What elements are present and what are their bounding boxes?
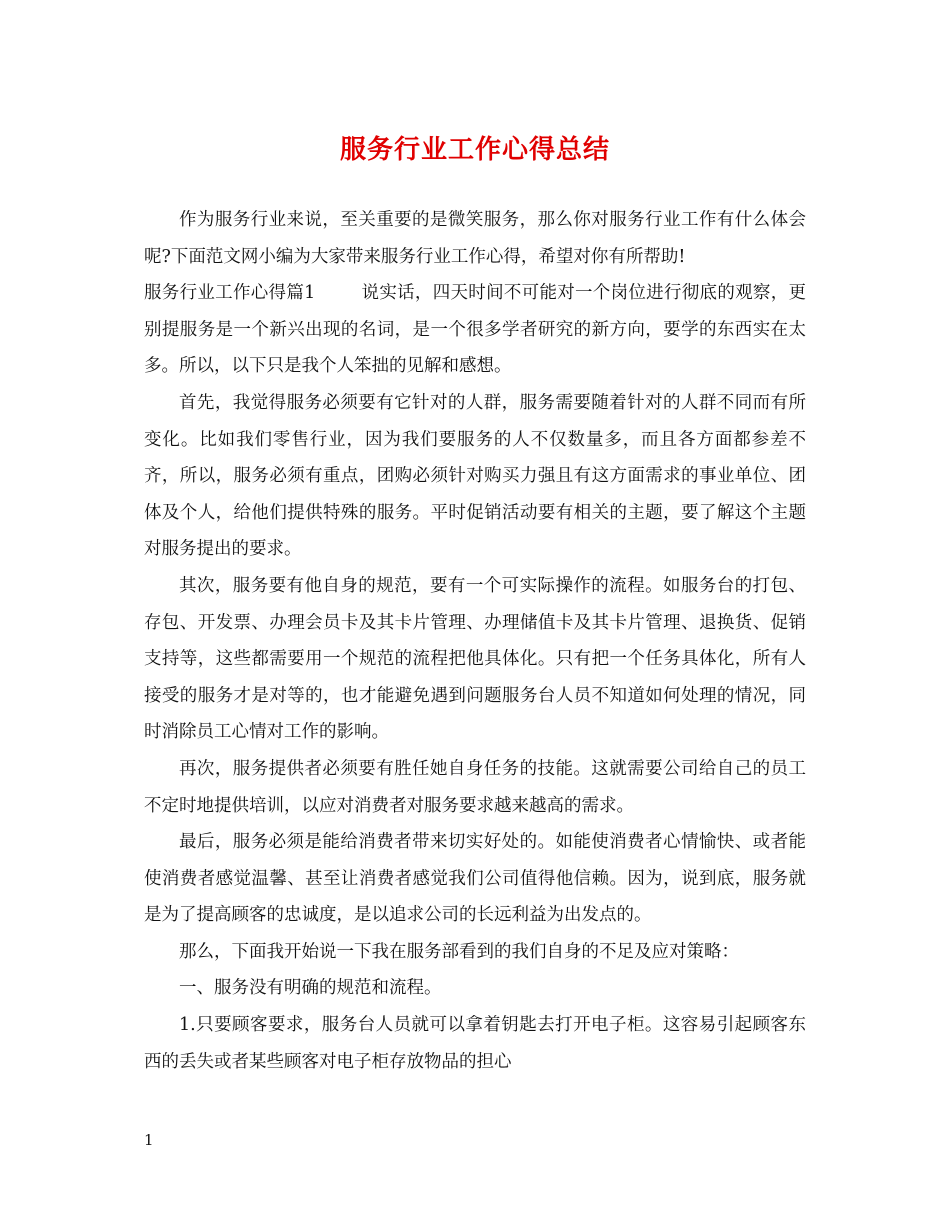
paragraph-first: 首先，我觉得服务必须要有它针对的人群，服务需要随着针对的人群不同而有所变化。比如我们零售行业，因为我们要服务的人不仅数量多，而且各方面都参差不齐，所以，服务必须有重点，团购必须针对购买力强且有这方面需求的事业单位、团体及个人，给他们提供特殊的服务。平时促销活动要有相关的主题，要了解这个主题对服务提出的要求。: [144, 392, 806, 560]
section-heading: 服务行业工作心得篇1: [144, 283, 316, 304]
paragraph-point-one: 一、服务没有明确的规范和流程。: [179, 978, 442, 999]
document-body: [144, 202, 806, 1080]
paragraph-third: 再次，服务提供者必须要有胜任她自身任务的技能。这就需要公司给自己的员工不定时地提供培训，以应对消费者对服务要求越来越高的需求。: [144, 758, 806, 816]
paragraph-intro: 作为服务行业来说，至关重要的是微笑服务，那么你对服务行业工作有什么体会呢?下面范文网小编为大家带来服务行业工作心得，希望对你有所帮助!: [144, 210, 806, 267]
section-opening-text: 说实话，四天时间不可能对一个岗位进行彻底的观察，更别提服务是一个新兴出现的名词，是一个很多学者研究的新方向，要学的东西实在太多。所以，以下只是我个人笨拙的见解和感想。: [144, 283, 806, 377]
paragraph-transition: 那么，下面我开始说一下我在服务部看到的我们自身的不足及应对策略：: [179, 941, 739, 962]
document-title: 服务行业工作心得总结: [339, 135, 610, 165]
page-number: 1: [144, 1131, 154, 1149]
paragraph-last: 最后，服务必须是能给消费者带来切实好处的。如能使消费者心情愉快、或者能使消费者感觉温馨、甚至让消费者感觉我们公司值得他信赖。因为，说到底，服务就是为了提高顾客的忠诚度，是以追求公司的长远利益为出发点的。: [144, 832, 806, 926]
paragraph-second: 其次，服务要有他自身的规范，要有一个可实际操作的流程。如服务台的打包、存包、开发票、办理会员卡及其卡片管理、办理储值卡及其卡片管理、退换货、促销支持等，这些都需要用一个规范的流程把他具体化。只有把一个任务具体化，所有人接受的服务才是对等的，也才能避免遇到问题服务台人员不知道如何处理的情况，同时消除员工心情对工作的影响。: [144, 575, 806, 743]
paragraph-section-1: [144, 275, 806, 385]
paragraph-item-1: 1.只要顾客要求，服务台人员就可以拿着钥匙去打开电子柜。这容易引起顾客东西的丢失或者某些顾客对电子柜存放物品的担心: [144, 1015, 806, 1072]
